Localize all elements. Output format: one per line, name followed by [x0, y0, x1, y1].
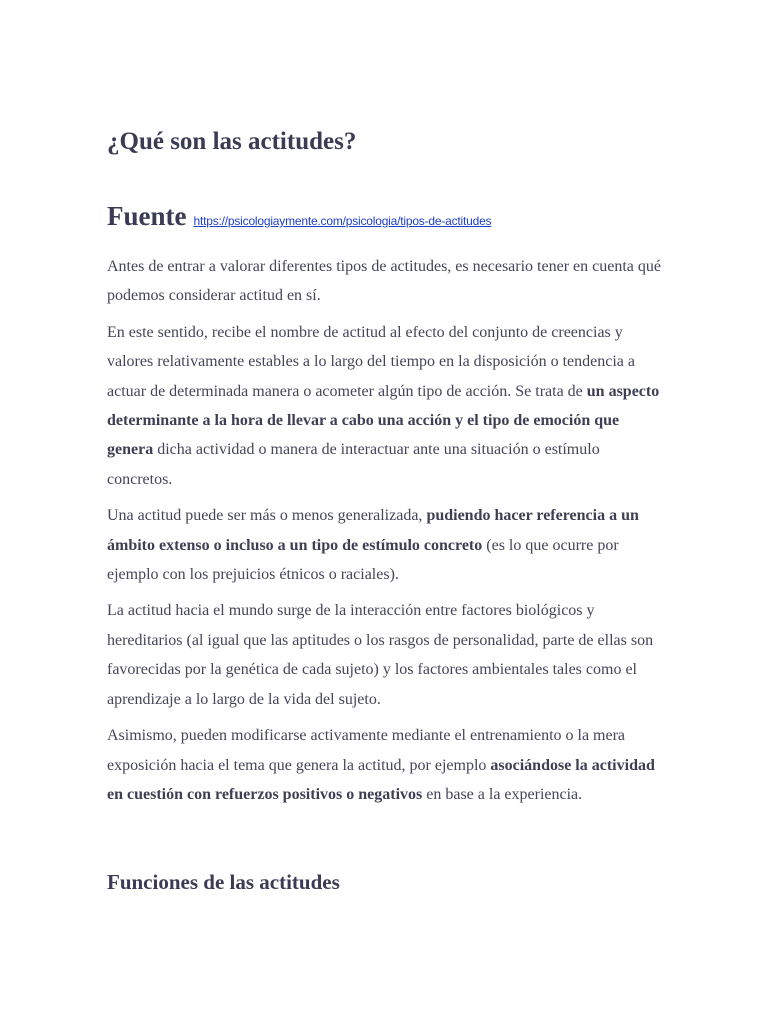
source-line: [107, 201, 491, 232]
paragraph-text: Asimismo, pueden modificarse activamente mediante el entrenamiento o la mera exposición hacia el tema que genera la actitud, por ejemplo: [107, 727, 626, 774]
paragraph-text: dicha actividad o manera de interactuar ante una situación o estímulo concretos.: [107, 441, 600, 488]
source-label: Fuente: [107, 201, 187, 231]
paragraph: [107, 501, 667, 589]
paragraph-text: en base a la experiencia.: [422, 785, 583, 803]
source-link[interactable]: https://psicologiaymente.com/psicologia/tipos-de-actitudes: [193, 214, 492, 228]
paragraph-text: En este sentido, recibe el nombre de actitud al efecto del conjunto de creencias y valores relativamente estables a lo largo del tiempo en la disposición o tendencia a actuar de determinada manera o acometer algún tipo de acción. Se trata de: [107, 323, 635, 400]
paragraph: [107, 318, 667, 494]
paragraph-bold-text: un aspecto determinante a la hora de llevar a cabo una acción y el tipo de emoción que genera: [107, 382, 660, 459]
section-heading: Funciones de las actitudes: [107, 870, 340, 894]
paragraph-text: La actitud hacia el mundo surge de la interacción entre factores biológicos y hereditarios (al igual que las aptitudes o los rasgos de personalidad, parte de ellas son favorecidas por la genética de cada sujeto) y los factores ambientales tales como el aprendizaje a lo largo de la vida del sujeto.: [107, 602, 654, 708]
article-body: [107, 252, 667, 816]
paragraph-text: Antes de entrar a valorar diferentes tipos de actitudes, es necesario tener en cuenta qué podemos considerar actitud en sí.: [107, 258, 661, 305]
paragraph: [107, 596, 667, 714]
paragraph: [107, 252, 667, 311]
paragraph-bold-text: asociándose la actividad en cuestión con refuerzos positivos o negativos: [107, 756, 655, 803]
paragraph-bold-text: pudiendo hacer referencia a un ámbito extenso o incluso a un tipo de estímulo concreto: [107, 507, 639, 554]
paragraph-text: (es lo que ocurre por ejemplo con los prejuicios étnicos o raciales).: [107, 536, 619, 584]
paragraph-text: Una actitud puede ser más o menos generalizada,: [107, 507, 427, 525]
page-title: ¿Qué son las actitudes?: [107, 128, 357, 155]
paragraph: [107, 721, 667, 809]
